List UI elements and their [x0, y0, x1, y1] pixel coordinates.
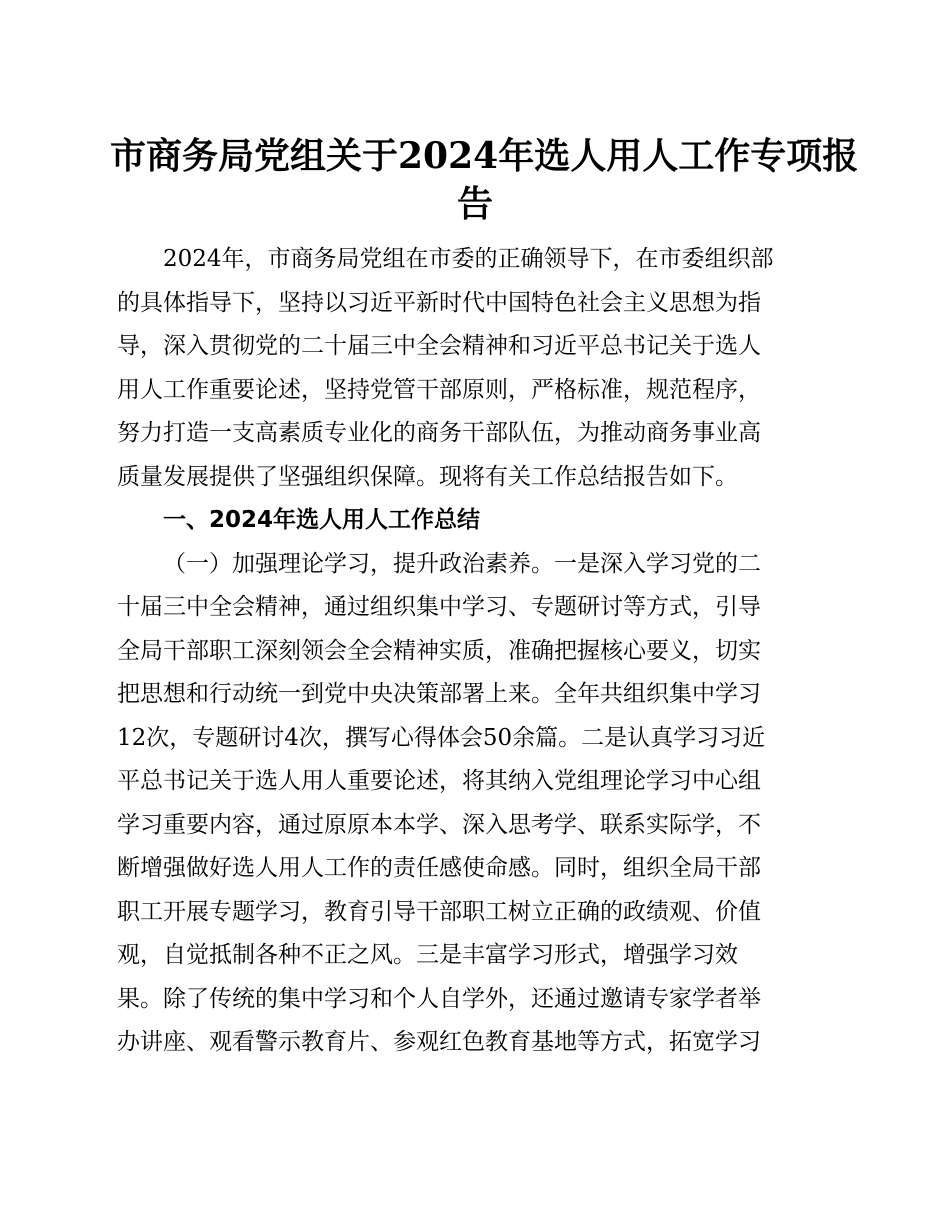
- body-line: 观，自觉抵制各种不正之风。三是丰富学习形式，增强学习效: [117, 942, 738, 968]
- body-line: 把思想和行动统一到党中央决策部署上来。全年共组织集中学习: [117, 681, 761, 707]
- intro-line: 努力打造一支高素质专业化的商务干部队伍，为推动商务事业高: [117, 420, 761, 446]
- title-line: 市商务局党组关于2024年选人用人工作专项报: [110, 135, 859, 177]
- body-line: 职工开展专题学习，教育引导干部职工树立正确的政绩观、价值: [117, 898, 761, 925]
- intro-line: 的具体指导下，坚持以习近平新时代中国特色社会主义思想为指: [117, 289, 761, 316]
- document-title: [110, 132, 859, 228]
- body-line: 12次，专题研讨4次，撰写心得体会50余篇。二是认真学习习近: [117, 724, 766, 751]
- body-line: 平总书记关于选人用人重要论述，将其纳入党组理论学习中心组: [117, 768, 761, 794]
- document-body: [117, 238, 827, 1065]
- section-heading: 一、2024年选人用人工作总结: [163, 507, 481, 533]
- intro-line: 用人工作重要论述，坚持党管干部原则，严格标准，规范程序，: [117, 376, 761, 403]
- body-line: 果。除了传统的集中学习和个人自学外，还通过邀请专家学者举: [117, 985, 761, 1012]
- title-line: 告: [456, 183, 493, 225]
- intro-line: 质量发展提供了坚强组织保障。现将有关工作总结报告如下。: [117, 463, 738, 490]
- body-line: 十届三中全会精神，通过组织集中学习、专题研讨等方式，引导: [117, 594, 761, 620]
- body-line: 办讲座、观看警示教育片、参观红色教育基地等方式，拓宽学习: [117, 1029, 761, 1055]
- intro-line: 2024年，市商务局党组在市委的正确领导下，在市委组织部: [163, 246, 774, 272]
- body-line: （一）加强理论学习，提升政治素养。一是深入学习党的二: [163, 550, 761, 577]
- body-line: 断增强做好选人用人工作的责任感使命感。同时，组织全局干部: [117, 855, 761, 881]
- body-line: 学习重要内容，通过原原本本学、深入思考学、联系实际学，不: [117, 811, 761, 838]
- intro-line: 导，深入贯彻党的二十届三中全会精神和习近平总书记关于选人: [117, 333, 761, 359]
- body-line: 全局干部职工深刻领会全会精神实质，准确把握核心要义，切实: [117, 637, 761, 664]
